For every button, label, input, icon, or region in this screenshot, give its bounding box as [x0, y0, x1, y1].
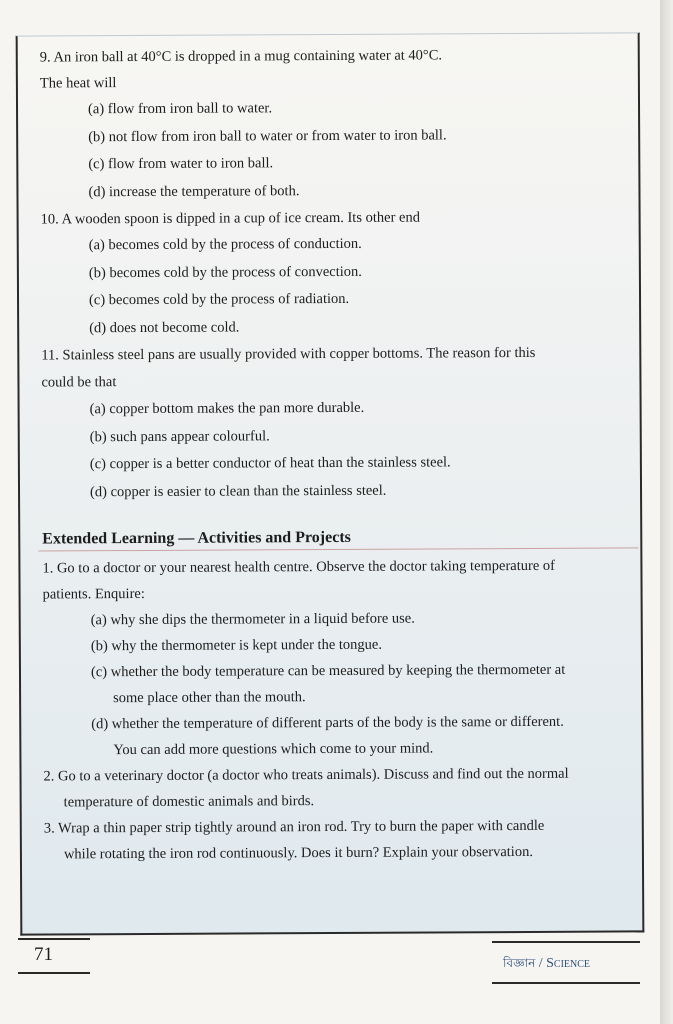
footer-rule — [18, 938, 90, 940]
question-10-option-b: (b) becomes cold by the process of convection. — [88, 263, 362, 281]
exercise-box — [16, 32, 645, 935]
question-10: 10. A wooden spoon is dipped in a cup of ice cream. Its other end — [40, 209, 420, 228]
activity-3: 3. Wrap a thin paper strip tightly around an iron rod. Try to burn the paper with candle — [43, 817, 545, 837]
page-number: 71 — [34, 944, 53, 965]
question-9-option-d: (d) increase the temperature of both. — [88, 182, 300, 200]
activity-2: 2. Go to a veterinary doctor (a doctor who treats animals). Discuss and find out the normal — [43, 765, 569, 785]
question-11-option-c: (c) copper is a better conductor of heat than the stainless steel. — [89, 454, 451, 473]
subject-bengali: বিজ্ঞান — [503, 956, 536, 970]
activity-2-continuation: temperature of domestic animals and birds. — [63, 793, 315, 811]
question-11-option-d: (d) copper is easier to clean than the stainless steel. — [89, 482, 387, 500]
question-11-option-b: (b) such pans appear colourful. — [89, 427, 270, 445]
question-9-option-c: (c) flow from water to iron ball. — [88, 155, 274, 173]
question-10-option-a: (a) becomes cold by the process of conduction. — [88, 235, 362, 254]
question-9: 9. An iron ball at 40°C is dropped in a mug containing water at 40°C. — [39, 47, 443, 66]
question-9-continuation: The heat will — [39, 75, 117, 92]
footer-rule — [492, 982, 640, 984]
activity-1-item-c: (c) whether the body temperature can be measured by keeping the thermometer at — [90, 661, 566, 681]
extended-learning-heading: Extended Learning — Activities and Projects — [42, 528, 351, 548]
activity-3-continuation: while rotating the iron rod continuously. Does it burn? Explain your observation. — [63, 843, 533, 863]
question-11-continuation: could be that — [41, 374, 117, 391]
question-9-option-a: (a) flow from iron ball to water. — [87, 100, 273, 118]
activity-1-continuation: patients. Enquire: — [42, 585, 145, 603]
footer-rule — [18, 972, 90, 974]
question-10-option-c: (c) becomes cold by the process of radiation. — [88, 290, 350, 309]
page-edge — [660, 0, 673, 1024]
activity-1-item-c-continuation: some place other than the mouth. — [113, 689, 306, 707]
activity-1-item-a: (a) why she dips the thermometer in a liquid before use. — [90, 610, 415, 629]
activity-1-item-d-continuation: You can add more questions which come to your mind. — [113, 740, 434, 759]
footer-rule — [492, 941, 640, 943]
exercise-content — [40, 41, 640, 867]
question-10-option-d: (d) does not become cold. — [89, 318, 240, 336]
question-11-option-a: (a) copper bottom makes the pan more durable. — [89, 399, 365, 418]
running-footer — [503, 955, 590, 975]
activity-1-item-d: (d) whether the temperature of different parts of the body is the same or different. — [91, 713, 564, 733]
activity-1: 1. Go to a doctor or your nearest health centre. Observe the doctor taking temperature of — [42, 557, 556, 577]
subject-english: Science — [546, 956, 591, 971]
question-9-option-b: (b) not flow from iron ball to water or from water to iron ball. — [88, 126, 447, 145]
question-11: 11. Stainless steel pans are usually provided with copper bottoms. The reason for this — [41, 344, 536, 364]
activity-1-item-b: (b) why the thermometer is kept under the tongue. — [90, 636, 383, 655]
footer-separator: / — [535, 956, 547, 971]
